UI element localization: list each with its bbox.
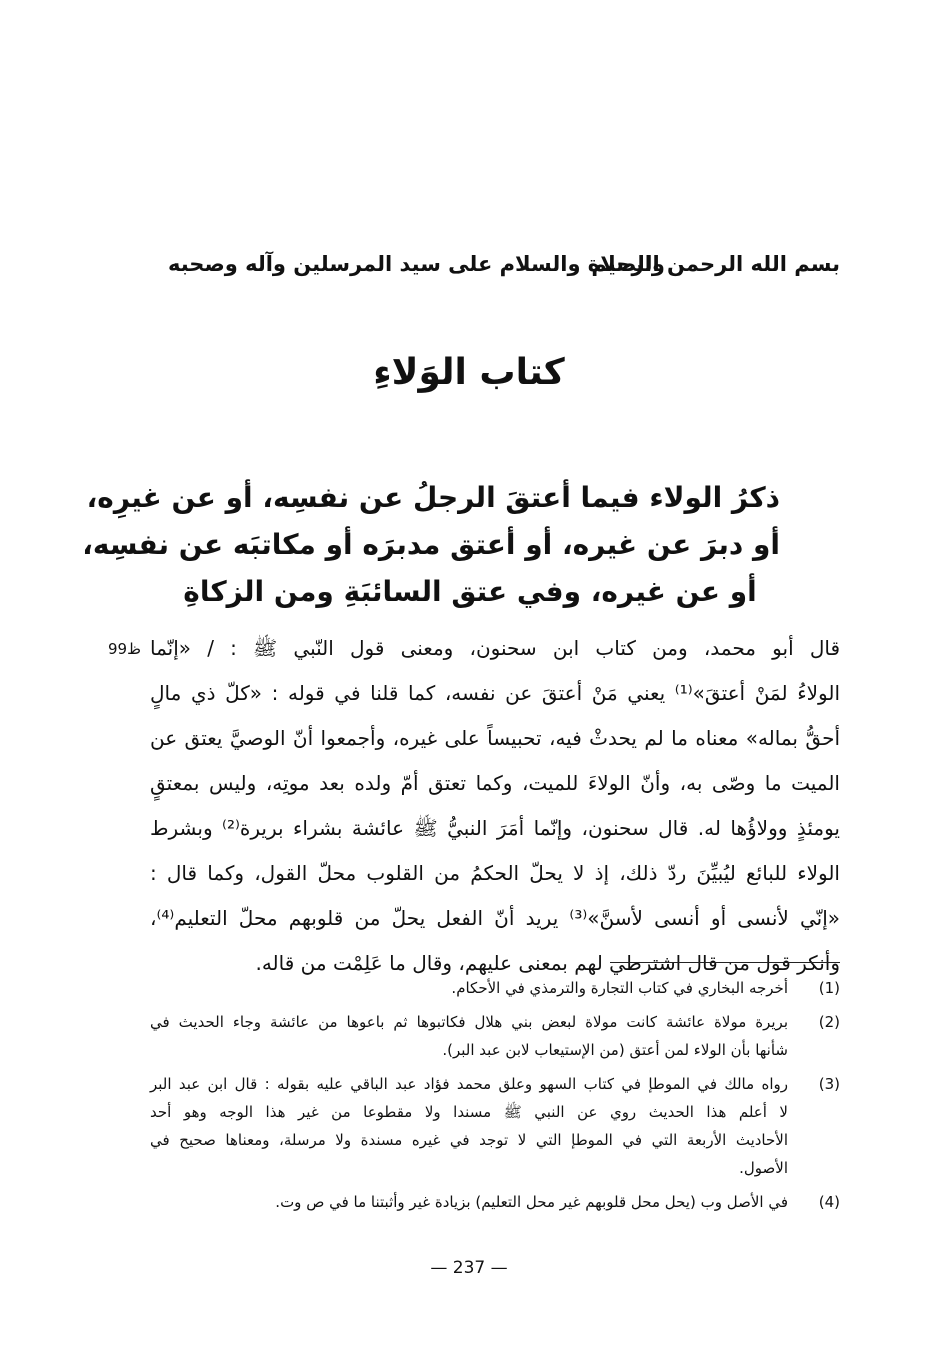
body-line: وأنكر قول من قال اشترطي لهم بمعنى عليهم، وقال ما عَلِمْت من قاله.: [255, 951, 840, 975]
footnote-line: الأحاديث الأربعة التي في الموطإ التي لا توجد في غيره مسندة ولا مرسلة، ومعناها صحيح في: [150, 1131, 788, 1149]
footnote-line: شأنها بأن الولاء لمن أعتق (من الإستيعاب لابن عبد البر).: [442, 1041, 788, 1059]
salutation: والصلاة والسلام على سيد المرسلين وآله وصحبه: [168, 252, 665, 276]
basmala: بسم الله الرحمن الرحيم: [591, 252, 840, 276]
footnote-line: الأصول.: [739, 1159, 788, 1177]
chapter-heading-line: أو دبرَ عن غيره، أو أعتق مدبرَه أو مكاتبَه عن نفسِه،: [82, 528, 780, 561]
chapter-heading: [82, 474, 780, 615]
chapter-heading-line: ذكرُ الولاء فيما أعتقَ الرجلُ عن نفسِه، أو عن غيرِه،: [86, 481, 780, 514]
footnote-number: (4): [818, 1193, 840, 1211]
footnote: [150, 1070, 840, 1182]
body-line: الولاء للبائع ليُبيِّنَ ردّ ذلك، إذ لا يحلّ الحكمُ من القلوب محلّ القول، وكما قال :: [150, 861, 840, 885]
footnote-number: (3): [818, 1075, 840, 1093]
footnote: [150, 974, 840, 1002]
body-line: يومئذٍ وولاؤُها له. قال سحنون، وإنّما أمَرَ النبيُّ ﷺ عائشة بشراء بريرة⁽²⁾ وبشرط: [150, 816, 840, 840]
footnote: [150, 1008, 840, 1064]
footnote-line: رواه مالك في الموطإ في كتاب السهو وعلق محمد فؤاد عبد الباقي عليه بقوله : قال ابن عبد البر: [150, 1075, 788, 1093]
body-line: «إنّي لأنسى أو أنسى لأسنَّ»⁽³⁾ يريد أنّ الفعل يحلّ من قلوبهم محلّ التعليم⁽⁴⁾،: [150, 906, 840, 930]
folio-margin-note: 99ظ: [108, 640, 141, 658]
body-text: [150, 626, 840, 986]
footnote-number: (1): [818, 979, 840, 997]
basmala-line: [150, 252, 840, 292]
body-line: الولاءُ لمَنْ أعتقَ»⁽¹⁾ يعني مَنْ أعتقَ عن نفسه، كما قلنا في قوله : «كلّ ذي مالٍ: [150, 681, 840, 705]
footnote-line: في الأصل وب (يحل محل قلوبهم غير محل التعليم) بزيادة غير وأثبتنا ما في ص وت.: [275, 1193, 788, 1211]
footnote-line: لا أعلم هذا الحديث روي عن النبي ﷺ مسندا ولا مقطوعا من غير هذا الوجه وهو أحد: [150, 1103, 788, 1121]
body-line: قال أبو محمد، ومن كتاب ابن سحنون، ومعنى قول النّبي ﷺ : / «إنّما: [150, 636, 840, 660]
body-line: أحقُّ بماله» معناه ما لم يحدثْ فيه، تحبيساً على غيره، وأجمعوا أنّ الوصيَّ يعتق عن: [150, 726, 840, 750]
body-line: الميت ما وصّى به، وأنّ الولاءَ للميت، وكما تعتق أمّ ولده بعد موتِه، وليس بمعتقٍ: [150, 771, 840, 795]
book-title: كتاب الوَلاءِ: [373, 352, 565, 393]
chapter-heading-line: أو عن غيره، وفي عتق السائبَةِ ومن الزكاةِ: [183, 575, 757, 608]
footnote-line: بريرة مولاة عائشة كانت مولاة لبعض بني هلال فكاتبوها ثم باعوها من عائشة وجاء الحديث في: [150, 1013, 788, 1031]
footnote-number: (2): [818, 1013, 840, 1031]
footnote-divider: [610, 962, 840, 963]
footnote: [150, 1188, 840, 1216]
footnote-line: أخرجه البخاري في كتاب التجارة والترمذي في الأحكام.: [451, 979, 788, 997]
page-number: — 237 —: [430, 1258, 508, 1278]
footnotes: [150, 974, 840, 1222]
